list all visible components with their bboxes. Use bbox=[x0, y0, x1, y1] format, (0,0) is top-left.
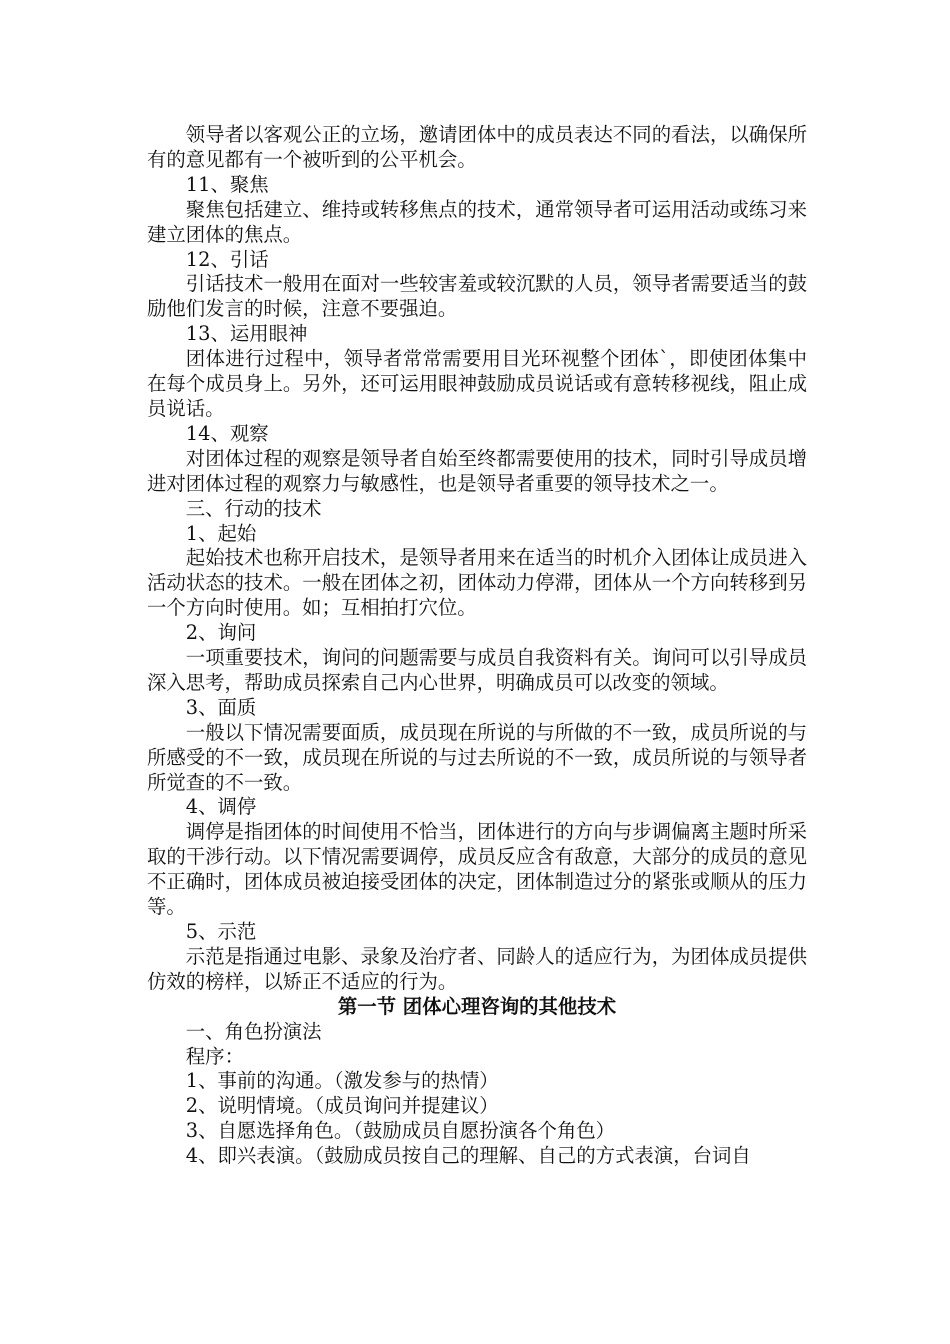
document-page bbox=[147, 123, 807, 1169]
procedure-step: 3、自愿选择角色。（鼓励成员自愿扮演各个角色） bbox=[185, 1119, 616, 1143]
section-title-draw-out: 12、引话 bbox=[185, 247, 269, 271]
paragraph: 引话技术一般用在面对一些较害羞或较沉默的人员，领导者需要适当的鼓励他们发言的时候，注意不要强迫。 bbox=[147, 272, 807, 321]
paragraph: 领导者以客观公正的立场，邀请团体中的成员表达不同的看法，以确保所有的意见都有一个被听到的公平机会。 bbox=[147, 123, 807, 171]
procedure-step: 2、说明情境。（成员询问并提建议） bbox=[185, 1094, 499, 1118]
section-title-inquire: 2、询问 bbox=[185, 621, 257, 645]
section-title-mediate: 4、调停 bbox=[185, 795, 257, 819]
procedure-step: 1、事前的沟通。（激发参与的热情） bbox=[185, 1069, 499, 1093]
section-title-eye-contact: 13、运用眼神 bbox=[185, 322, 308, 346]
paragraph: 一般以下情况需要面质，成员现在所说的与所做的不一致，成员所说的与所感受的不一致，成员现在所说的与过去所说的不一致，成员所说的与领导者所觉查的不一致。 bbox=[147, 720, 807, 794]
paragraph: 团体进行过程中，领导者常常需要用目光环视整个团体`，即使团体集中在每个成员身上。另外，还可运用眼神鼓励成员说话或有意转移视线，阻止成员说话。 bbox=[147, 347, 807, 420]
section-title-model: 5、示范 bbox=[185, 920, 257, 943]
section-title-role-play: 一、角色扮演法 bbox=[185, 1019, 322, 1043]
section-title-action-techniques: 三、行动的技术 bbox=[185, 496, 322, 520]
procedure-step: 4、即兴表演。（鼓励成员按自己的理解、自己的方式表演，台词自 bbox=[185, 1144, 751, 1168]
paragraph: 起始技术也称开启技术，是领导者用来在适当的时机介入团体让成员进入活动状态的技术。一般在团体之初，团体动力停滞，团体从一个方向转移到另一个方向时使用。如；互相拍打穴位。 bbox=[147, 546, 807, 620]
section-title-focus: 11、聚焦 bbox=[185, 172, 269, 196]
paragraph: 一项重要技术，询问的问题需要与成员自我资料有关。询问可以引导成员深入思考，帮助成员探索自己内心世界，明确成员可以改变的领域。 bbox=[147, 646, 807, 694]
procedure-label: 程序： bbox=[185, 1044, 244, 1068]
section-title-initiate: 1、起始 bbox=[185, 521, 257, 545]
chapter-heading: 第一节 团体心理咨询的其他技术 bbox=[337, 994, 617, 1018]
paragraph: 对团体过程的观察是领导者自始至终都需要使用的技术，同时引导成员增进对团体过程的观察力与敏感性，也是领导者重要的领导技术之一。 bbox=[147, 446, 807, 495]
paragraph: 示范是指通过电影、录象及治疗者、同龄人的适应行为，为团体成员提供仿效的榜样，以矫正不适应的行为。 bbox=[147, 944, 807, 993]
section-title-confront: 3、面质 bbox=[185, 695, 257, 719]
paragraph: 聚焦包括建立、维持或转移焦点的技术，通常领导者可运用活动或练习来建立团体的焦点。 bbox=[147, 197, 807, 246]
paragraph: 调停是指团体的时间使用不恰当，团体进行的方向与步调偏离主题时所采取的干涉行动。以下情况需要调停，成员反应含有敌意，大部分的成员的意见不正确时，团体成员被迫接受团体的决定，团体制造过分的紧张或顺从的压力等。 bbox=[147, 820, 807, 919]
section-title-observe: 14、观察 bbox=[185, 421, 269, 445]
